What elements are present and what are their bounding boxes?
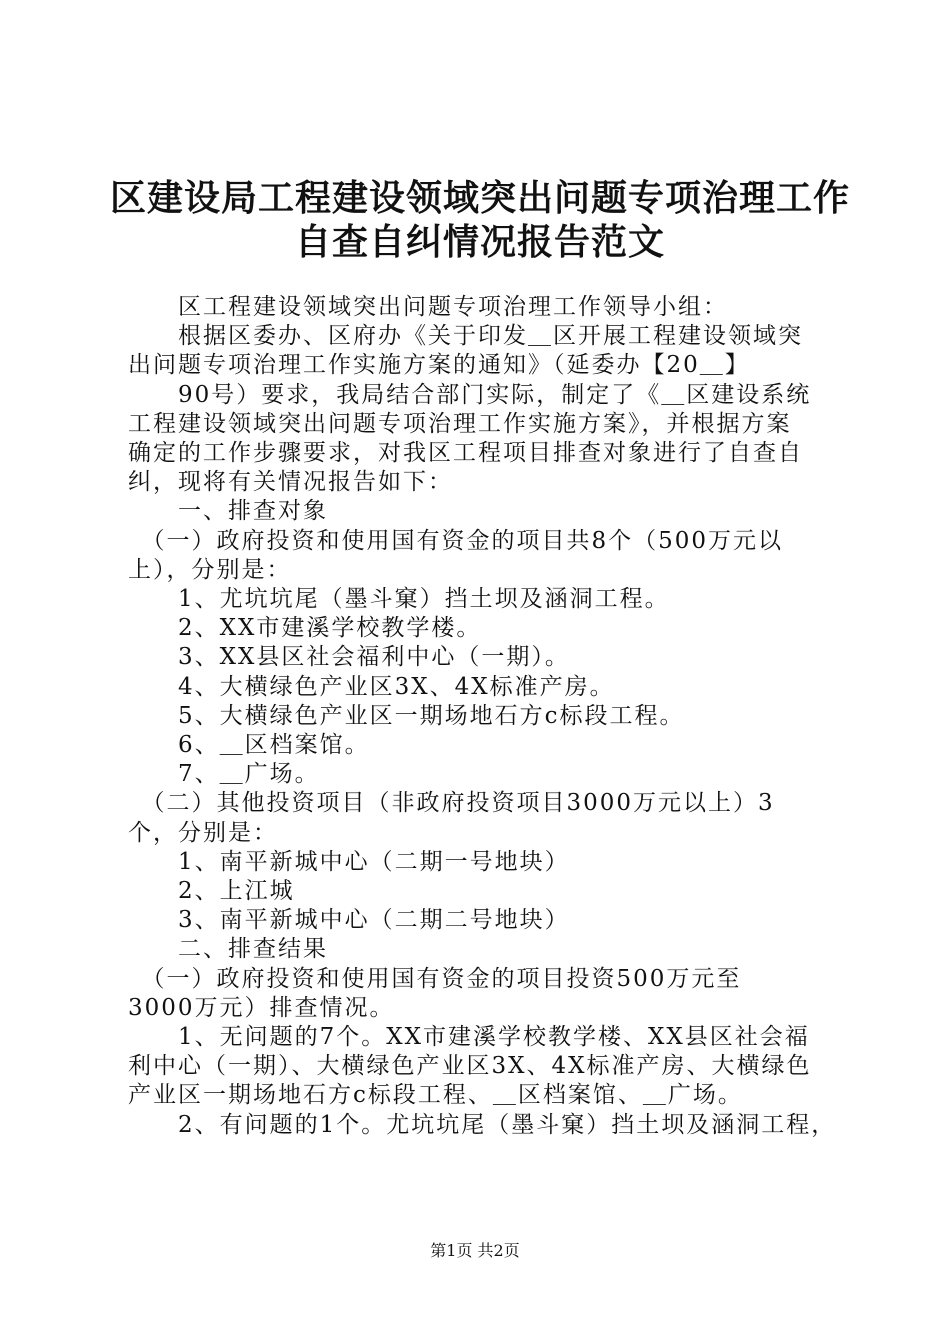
body-line: 根据区委办、区府办《关于印发＿区开展工程建设领域突 [128,323,803,350]
body-line: 上），分别是： [128,556,292,583]
body-line: 3000万元）排查情况。 [128,994,395,1021]
body-line: 1、无问题的7个。XX市建溪学校教学楼、XX县区社会福 [128,1024,810,1050]
body-line: 工程建设领域突出问题专项治理工作实施方案》，并根据方案 [128,410,792,437]
body-line: （一）政府投资和使用国有资金的项目共8个（500万元以 [128,527,784,554]
body-line: 个，分别是： [128,819,278,846]
body-line: 2、上江城 [128,878,295,904]
body-line: 二、排查结果 [128,936,328,963]
body-line: 3、XX县区社会福利中心（一期）。 [128,644,570,671]
body-line: 5、大横绿色产业区一期场地石方c标段工程。 [128,702,685,729]
body-line: 4、大横绿色产业区3X、4X标准产房。 [128,673,615,700]
body-line: （二）其他投资项目（非政府投资项目3000万元以上）3 [128,790,775,817]
body-line: 3、南平新城中心（二期二号地块） [128,907,570,934]
body-line: 1、尤坑坑尾（墨斗窠）挡土坝及涵洞工程。 [128,586,670,612]
body-line: 区工程建设领域突出问题专项治理工作领导小组： [128,294,728,320]
body-line: 产业区一期场地石方c标段工程、＿区档案馆、＿广场。 [128,1082,743,1109]
body-line: 一、排查对象 [128,498,328,525]
document-title-line-2: 自查自纠情况报告范文 [294,221,665,263]
document-title-line-1: 区建设局工程建设领域突出问题专项治理工作 [110,177,851,219]
body-line: 1、南平新城中心（二期一号地块） [128,848,570,875]
body-line: 7、＿广场。 [128,761,320,788]
body-line: 出问题专项治理工作实施方案的通知》（延委办【20＿】 [128,352,750,379]
body-line: 2、XX市建溪学校教学楼。 [128,615,482,642]
body-line: 利中心（一期）、大横绿色产业区3X、4X标准产房、大横绿色 [128,1053,812,1080]
body-line: 6、＿区档案馆。 [128,732,370,758]
page-footer: 第1页 共2页 [430,1241,520,1260]
body-line: 2、有问题的1个。尤坑坑尾（墨斗窠）挡土坝及涵洞工程， [128,1111,837,1138]
body-line: （一）政府投资和使用国有资金的项目投资500万元至 [128,965,742,992]
body-line: 纠，现将有关情况报告如下： [128,469,453,496]
body-line: 确定的工作步骤要求，对我区工程项目排查对象进行了自查自 [128,440,803,466]
body-line: 90号）要求，我局结合部门实际，制定了《＿区建设系统 [128,381,812,408]
